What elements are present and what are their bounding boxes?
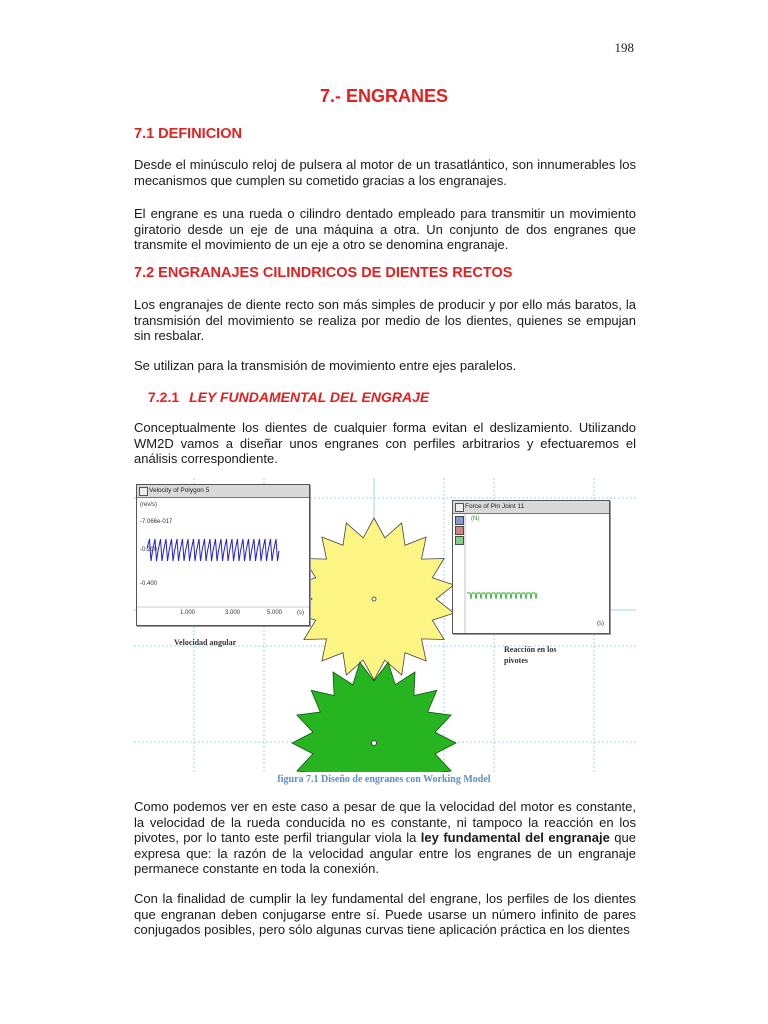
velocity-unit-label: (rev/s) — [140, 502, 157, 508]
velocity-plot-area — [137, 497, 309, 625]
force-signal-line — [467, 593, 537, 599]
yellow-gear-pivot — [372, 597, 376, 601]
subsection-number: 7.2.1 — [148, 389, 180, 405]
figure-gear-simulation — [134, 478, 636, 772]
bold-term-ley-fundamental: ley fundamental del engranaje — [420, 830, 610, 845]
paragraph-text-start: Como podemos ver en este caso a pesar de que la velocidad del motor es constante, la velocidad de la rueda conducida no es constante, ni tampoco la reacción en los pivotes, por lo tanto este perfil triangular viola la — [134, 799, 636, 845]
green-gear-pivot — [372, 741, 377, 746]
subsection-heading-ley — [148, 389, 429, 405]
paragraph-engranajes-1: Los engranajes de diente recto son más simples de producir y por ello más baratos, la transmisión del movimiento se realiza por medio de los dientes, quienes se empujan sin resbalar. — [134, 297, 636, 343]
close-box-icon[interactable] — [455, 503, 464, 512]
velocity-y-label-1: -0.200 — [140, 547, 158, 553]
force-window-title: Force of Pin Joint 11 — [465, 503, 525, 510]
force-x-unit: (s) — [597, 621, 604, 627]
force-plot-window[interactable] — [452, 500, 610, 634]
close-box-icon[interactable] — [139, 487, 148, 496]
subsection-title: LEY FUNDAMENTAL DEL ENGRAJE — [189, 389, 430, 405]
velocity-x-label-2: 5.000 — [267, 610, 283, 616]
velocity-y-label-2: -0.400 — [140, 581, 158, 587]
section-heading-definicion: 7.1 DEFINICION — [134, 126, 242, 142]
paragraph-text-end: que expresa que: la razón de la velocidad angular entre los engranes de un engranaje permanece constante en toda la conexión. — [134, 830, 636, 876]
section-heading-engranajes: 7.2 ENGRANAJES CILINDRICOS DE DIENTES RECTOS — [134, 265, 513, 281]
paragraph-conclusion-1 — [134, 799, 636, 877]
velocity-signal-line — [147, 539, 279, 561]
force-unit-label: (N) — [471, 516, 480, 522]
paragraph-definicion-1: Desde el minúsculo reloj de pulsera al motor de un trasatlántico, son innumerables los mecanismos que cumplen su cometido gracias a los engranajes. — [134, 157, 636, 188]
chapter-title: 7.- ENGRANES — [319, 86, 449, 106]
force-plot-area — [453, 513, 609, 633]
figure-caption: figura 7.1 Diseño de engranes con Working Model — [277, 774, 491, 785]
velocity-window-title: Velocity of Polygon 5 — [149, 487, 210, 494]
paragraph-conclusion-2: Con la finalidad de cumplir la ley fundamental del engrane, los perfiles de los dientes que engranan deben conjugarse entre sí. Puede usarse un número infinito de pares conjugados posibles, pero sólo algunas curvas tiene aplicación práctica en los dientes — [134, 891, 636, 937]
label-reaccion-pivotes: Reacción en los pivotes — [504, 645, 557, 665]
paragraph-ley-1: Conceptualmente los dientes de cualquier forma evitan el deslizamiento. Utilizando WM2D vamos a diseñar unos engranes con perfiles arbitrarios y efectuaremos el análisis correspondiente. — [134, 420, 636, 466]
velocity-x-label-1: 3.000 — [225, 610, 241, 616]
velocity-plot-window[interactable] — [136, 484, 310, 626]
velocity-x-label-0: 1.000 — [180, 610, 196, 616]
paragraph-definicion-2: El engrane es una rueda o cilindro dentado empleado para transmitir un movimiento giratorio desde un eje de una máquina a otra. Un conjunto de dos engranes que transmite el movimiento de un eje a otro se denomina engranaje. — [134, 206, 636, 252]
label-velocidad-angular: Velocidad angular — [174, 638, 237, 647]
velocity-y-label-0: -7.066e-017 — [140, 519, 173, 525]
page-number: 198 — [614, 40, 634, 55]
paragraph-engranajes-2: Se utilizan para la transmisión de movimiento entre ejes paralelos. — [134, 358, 517, 373]
velocity-x-unit: (s) — [297, 610, 304, 616]
